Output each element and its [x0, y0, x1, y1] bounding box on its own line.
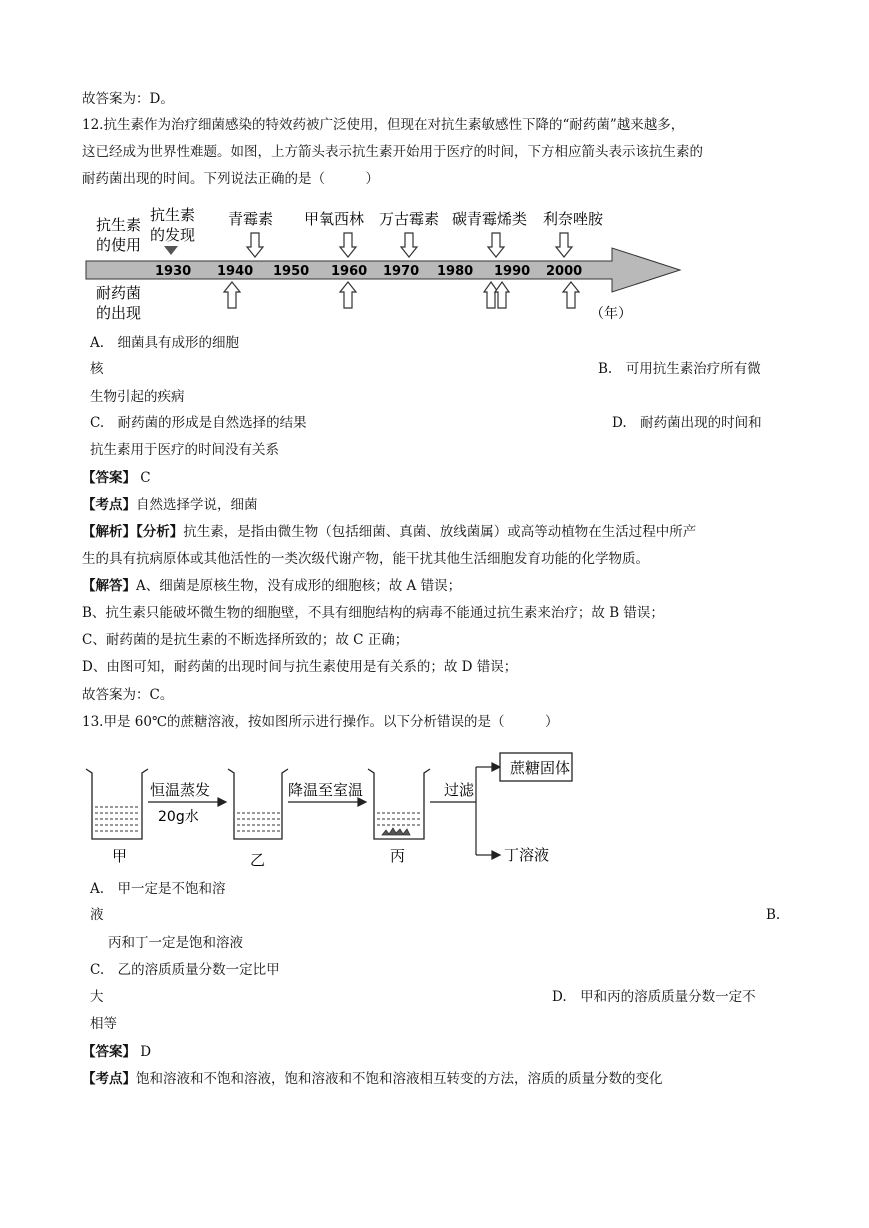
- q13-option-b-1: B.: [766, 907, 781, 923]
- kp-tag: 【考点】: [82, 1071, 136, 1087]
- usage-arrow-methicillin-icon: [340, 233, 356, 257]
- antibiotic-timeline-figure: [82, 200, 692, 330]
- label-resistant-1: 耐药菌: [96, 284, 142, 302]
- label-resistant-2: 的出现: [96, 304, 142, 322]
- q12-option-d-2: 抗生素用于医疗的时间没有关系: [90, 442, 279, 458]
- q12-option-d-1: D. 耐药菌出现的时间和: [612, 415, 762, 431]
- q12-stem-line-2: 这已经成为世界性难题。如图，上方箭头表示抗生素开始用于医疗的时间，下方相应箭头表示该抗生素的: [82, 144, 703, 160]
- drug-vancomycin: 万古霉素: [379, 210, 440, 228]
- label-discovery-1: 抗生素: [150, 206, 196, 224]
- q12-solution-a: [82, 577, 461, 595]
- q12-option-b-1: B. 可用抗生素治疗所有微: [598, 361, 761, 377]
- label-usage-2: 的使用: [96, 236, 142, 254]
- solution-tag: 【解答】: [82, 578, 136, 594]
- answer-tag: 【答案】: [82, 1044, 136, 1060]
- year-2000: 2000: [546, 264, 583, 279]
- year-1970: 1970: [383, 264, 420, 279]
- resistance-arrow-penicillin-icon: [224, 282, 240, 308]
- beaker-yi-icon: [228, 769, 288, 839]
- answer-tag: 【答案】: [82, 470, 136, 486]
- q13-option-a-2: 液: [90, 907, 104, 923]
- q12-solution-c: C、耐药菌的是抗生素的不断选择所致的；故 C 正确；: [82, 632, 409, 648]
- q13-option-d-2: 相等: [90, 1016, 117, 1032]
- beaker-jia-icon: [86, 769, 148, 839]
- q13-stem: 13.甲是 60℃的蔗糖溶液，按如图所示进行操作。以下分析错误的是（ ）: [82, 714, 559, 730]
- q13-knowledge-point: [82, 1070, 663, 1088]
- year-1990: 1990: [494, 264, 531, 279]
- q12-answer: [82, 469, 151, 487]
- q12-stem-line-1: 12.抗生素作为治疗细菌感染的特效药被广泛使用，但现在对抗生素敏感性下降的“耐药菌”越来越多，: [82, 117, 685, 133]
- q12-option-b-2: 生物引起的疾病: [90, 389, 185, 405]
- output-solution-ding: 丁溶液: [504, 846, 550, 864]
- kp-tag: 【考点】: [82, 497, 136, 513]
- q13-option-c-1: C. 乙的溶质质量分数一定比甲: [90, 962, 280, 978]
- year-1980: 1980: [437, 264, 474, 279]
- solution-a-text: A、细菌是原核生物，没有成形的细胞核；故 A 错误；: [136, 578, 462, 594]
- drug-methicillin: 甲氧西林: [304, 210, 365, 228]
- label-discovery-2: 的发现: [150, 226, 196, 244]
- q12-analysis-1: [82, 523, 696, 541]
- usage-arrow-vancomycin-icon: [401, 233, 417, 257]
- q13-option-c-2: 大: [90, 989, 104, 1005]
- usage-arrow-penicillin-icon: [247, 233, 263, 257]
- box-label: 蔗糖固体: [510, 759, 571, 777]
- q13-answer: [82, 1043, 151, 1061]
- analysis-tag: 【解析】: [82, 524, 136, 540]
- q12-option-c: C. 耐药菌的形成是自然选择的结果: [90, 415, 307, 431]
- year-1950: 1950: [273, 264, 310, 279]
- answer-value: D: [136, 1044, 152, 1060]
- q13-option-d-1: D. 甲和丙的溶质质量分数一定不: [552, 989, 756, 1005]
- drug-carbapenem: 碳青霉烯类: [452, 210, 528, 228]
- year-1940: 1940: [217, 264, 254, 279]
- resistance-arrow-vancomycin-2-icon: [495, 282, 509, 308]
- resistance-arrow-methicillin-icon: [340, 282, 356, 308]
- beaker-label-bing: 丙: [390, 847, 406, 865]
- resistance-arrow-vancomycin-1-icon: [484, 282, 498, 308]
- usage-arrow-linezolid-icon: [556, 233, 572, 257]
- beaker-label-jia: 甲: [112, 847, 128, 865]
- year-1960: 1960: [331, 264, 368, 279]
- kp-value: 自然选择学说，细菌: [136, 497, 258, 513]
- q12-option-a-2: 核: [90, 361, 104, 377]
- sugar-solution-figure: [82, 745, 571, 870]
- q12-analysis-2: 生的具有抗病原体或其他活性的一类次级代谢产物，能干扰其他生活细胞发育功能的化学物质。: [82, 551, 649, 567]
- step-evaporate-water: 20g水: [158, 809, 199, 825]
- label-usage-1: 抗生素: [96, 216, 142, 234]
- usage-arrow-carbapenem-icon: [488, 233, 504, 257]
- q13-option-b-2: 丙和丁一定是饱和溶液: [108, 935, 243, 951]
- q12-stem-line-3: 耐药菌出现的时间。下列说法正确的是（ ）: [82, 171, 379, 187]
- resistance-arrow-linezolid-icon: [563, 282, 579, 308]
- drug-linezolid: 利奈唑胺: [543, 210, 604, 228]
- answer-value: C: [136, 470, 151, 486]
- q12-knowledge-point: [82, 496, 258, 514]
- step-evaporate: 恒温蒸发: [150, 781, 211, 799]
- crystals-icon: [382, 828, 410, 835]
- unit-year: （年）: [590, 306, 632, 322]
- q13-option-a-1: A. 甲一定是不饱和溶: [90, 881, 226, 897]
- q12-solution-b: B、抗生素只能破坏微生物的细胞壁，不具有细胞结构的病毒不能通过抗生素来治疗；故 B 错误；: [82, 605, 664, 621]
- beaker-bing-icon: [368, 769, 430, 839]
- kp-value: 饱和溶液和不饱和溶液，饱和溶液和不饱和溶液相互转变的方法，溶质的质量分数的变化: [136, 1071, 663, 1087]
- beaker-label-yi: 乙: [250, 851, 266, 869]
- analysis-sub-tag: 【分析】: [136, 524, 184, 540]
- year-1930: 1930: [155, 264, 192, 279]
- answer-line-prev: 故答案为：D。: [82, 91, 174, 107]
- q12-solution-d: D、由图可知，耐药菌的出现时间与抗生素使用是有关系的；故 D 错误；: [82, 659, 518, 675]
- step-cool: 降温至室温: [288, 781, 364, 799]
- q12-option-a-1: A. 细菌具有成形的细胞: [90, 335, 240, 351]
- drug-penicillin: 青霉素: [228, 210, 274, 228]
- step-filter: 过滤: [444, 781, 475, 799]
- analysis-text-1: 抗生素，是指由微生物（包括细菌、真菌、放线菌属）或高等动植物在生活过程中所产: [183, 524, 697, 540]
- discovery-marker-icon: [164, 246, 178, 255]
- q12-final: 故答案为：C。: [82, 687, 174, 703]
